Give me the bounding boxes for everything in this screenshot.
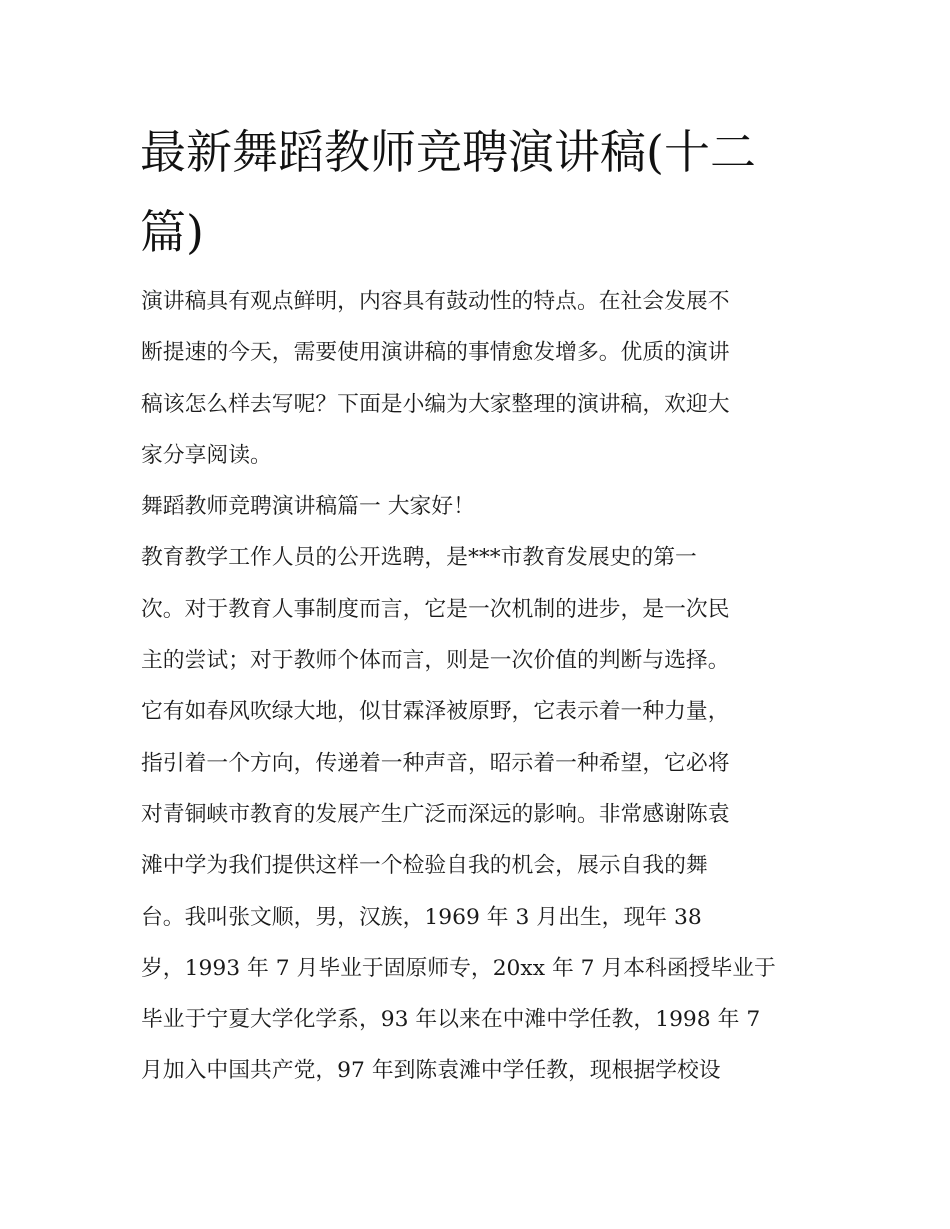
title-line: 篇) bbox=[140, 205, 204, 259]
body-line: 月加入中国共产党，97 年到陈袁滩中学任教，现根据学校设 bbox=[141, 1058, 721, 1084]
body-line: 主的尝试；对于教师个体而言，则是一次价值的判断与选择。 bbox=[141, 648, 730, 674]
body-line: 次。对于教育人事制度而言，它是一次机制的进步，是一次民 bbox=[141, 596, 730, 622]
document-title bbox=[140, 112, 820, 272]
body-line: 家分享阅读。 bbox=[141, 442, 272, 468]
body-line: 教育教学工作人员的公开选聘，是***市教育发展史的第一 bbox=[141, 545, 697, 571]
body-line: 演讲稿具有观点鲜明，内容具有鼓动性的特点。在社会发展不 bbox=[141, 289, 730, 314]
body-line: 毕业于宁夏大学化学系，93 年以来在中滩中学任教，1998 年 7 bbox=[141, 1007, 761, 1033]
body-line: 滩中学为我们提供这样一个检验自我的机会，展示自我的舞 bbox=[141, 853, 708, 879]
body-line: 对青铜峡市教育的发展产生广泛而深远的影响。非常感谢陈袁 bbox=[141, 801, 730, 827]
body-line: 稿该怎么样去写呢？下面是小编为大家整理的演讲稿，欢迎大 bbox=[141, 391, 730, 417]
section-heading-line: 舞蹈教师竞聘演讲稿篇一 大家好！ bbox=[141, 494, 475, 520]
body-line: 它有如春风吹绿大地，似甘霖泽被原野，它表示着一种力量， bbox=[141, 699, 730, 725]
body-line: 指引着一个方向，传递着一种声音，昭示着一种希望，它必将 bbox=[141, 750, 730, 776]
title-line: 最新舞蹈教师竞聘演讲稿(十二 bbox=[140, 125, 756, 179]
body-line: 断提速的今天，需要使用演讲稿的事情愈发增多。优质的演讲 bbox=[141, 340, 730, 366]
body-line: 台。我叫张文顺，男，汉族，1969 年 3 月出生，现年 38 bbox=[141, 904, 702, 930]
document-body bbox=[141, 276, 831, 1097]
body-line: 岁，1993 年 7 月毕业于固原师专，20xx 年 7 月本科函授毕业于 bbox=[141, 955, 776, 981]
